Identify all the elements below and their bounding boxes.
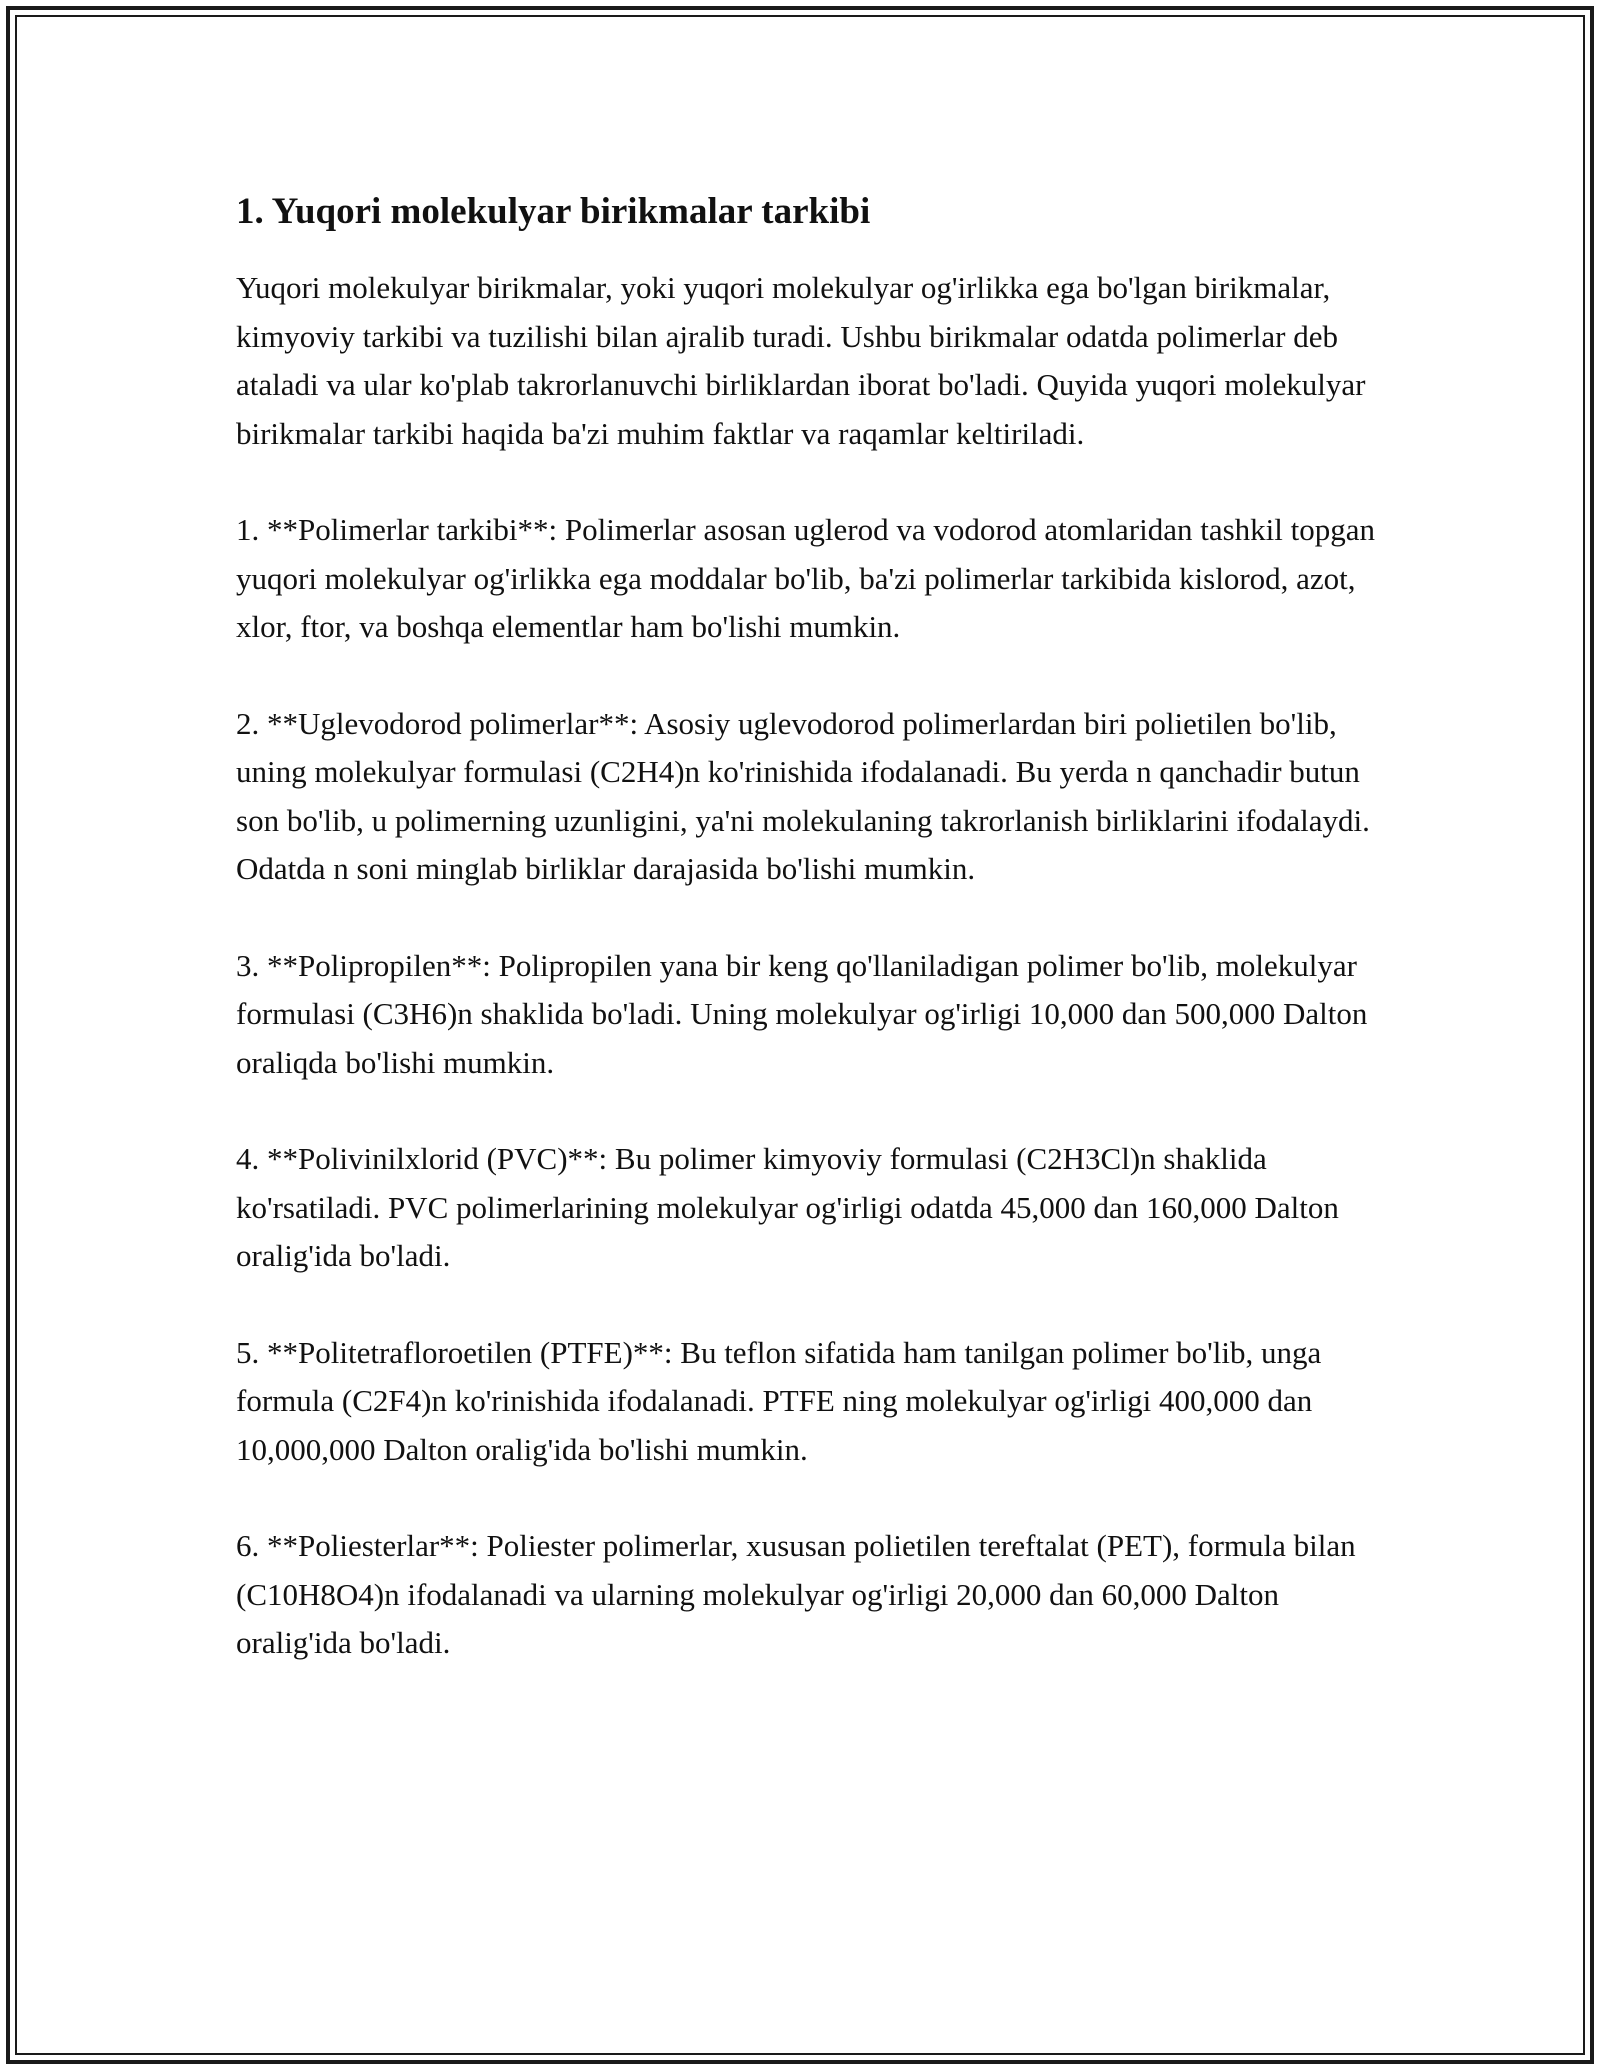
list-item-polimerlar-tarkibi: 1. **Polimerlar tarkibi**: Polimerlar asosan uglerod va vodorod atomlaridan tashkil topgan yuqori molekulyar og'irlikka ega moddalar bo'lib, ba'zi polimerlar tarkibida kislorod, azot, xlor, ftor, va boshqa elementlar ham bo'lishi mumkin. xyxy=(236,512,1376,644)
document-title: 1. Yuqori molekulyar birikmalar tarkibi xyxy=(236,191,871,232)
list-item-uglevodorod-polimerlar: 2. **Uglevodorod polimerlar**: Asosiy uglevodorod polimerlardan biri polietilen bo'lib, uning molekulyar formulasi (C2H4)n ko'rinishida ifodalanadi. Bu yerda n qanchadir butun son bo'lib, u polimerning uzunligini, ya'ni molekulaning takrorlanish birliklarini ifodalaydi. Odatda n soni minglab birliklar darajasida bo'lishi mumkin. xyxy=(236,705,1370,886)
list-item-polipropilen: 3. **Polipropilen**: Polipropilen yana bir keng qo'llaniladigan polimer bo'lib, molekulyar formulasi (C3H6)n shaklida bo'ladi. Uning molekulyar og'irligi 10,000 dan 500,000 Dalton oraliqda bo'lishi mumkin. xyxy=(236,947,1368,1080)
list-item-politetrafloroetilen: 5. **Politetrafloroetilen (PTFE)**: Bu teflon sifatida ham tanilgan polimer bo'lib, unga formula (C2F4)n ko'rinishida ifodalanadi. PTFE ning molekulyar og'irligi 400,000 dan 10,000,000 Dalton oralig'ida bo'lishi mumkin. xyxy=(236,1334,1322,1467)
list-item-poliesterlar: 6. **Poliesterlar**: Poliester polimerlar, xususan polietilen tereftalat (PET), formula bilan (C10H8O4)n ifodalanadi va ularning molekulyar og'irligi 20,000 dan 60,000 Dalton oralig'ida bo'ladi. xyxy=(236,1528,1356,1660)
list-item-polivinilxlorid: 4. **Polivinilxlorid (PVC)**: Bu polimer kimyoviy formulasi (C2H3Cl)n shaklida ko'rsatiladi. PVC polimerlarining molekulyar og'irligi odatda 45,000 dan 160,000 Dalton oralig'ida bo'ladi. xyxy=(236,1141,1339,1273)
document-body xyxy=(236,186,1376,1716)
intro-paragraph: Yuqori molekulyar birikmalar, yoki yuqori molekulyar og'irlikka ega bo'lgan birikmalar, kimyoviy tarkibi va tuzilishi bilan ajralib turadi. Ushbu birikmalar odatda polimerlar deb ataladi va ular ko'plab takrorlanuvchi birliklardan iborat bo'ladi. Quyida yuqori molekulyar birikmalar tarkibi haqida ba'zi muhim faktlar va raqamlar keltiriladi. xyxy=(236,270,1366,451)
